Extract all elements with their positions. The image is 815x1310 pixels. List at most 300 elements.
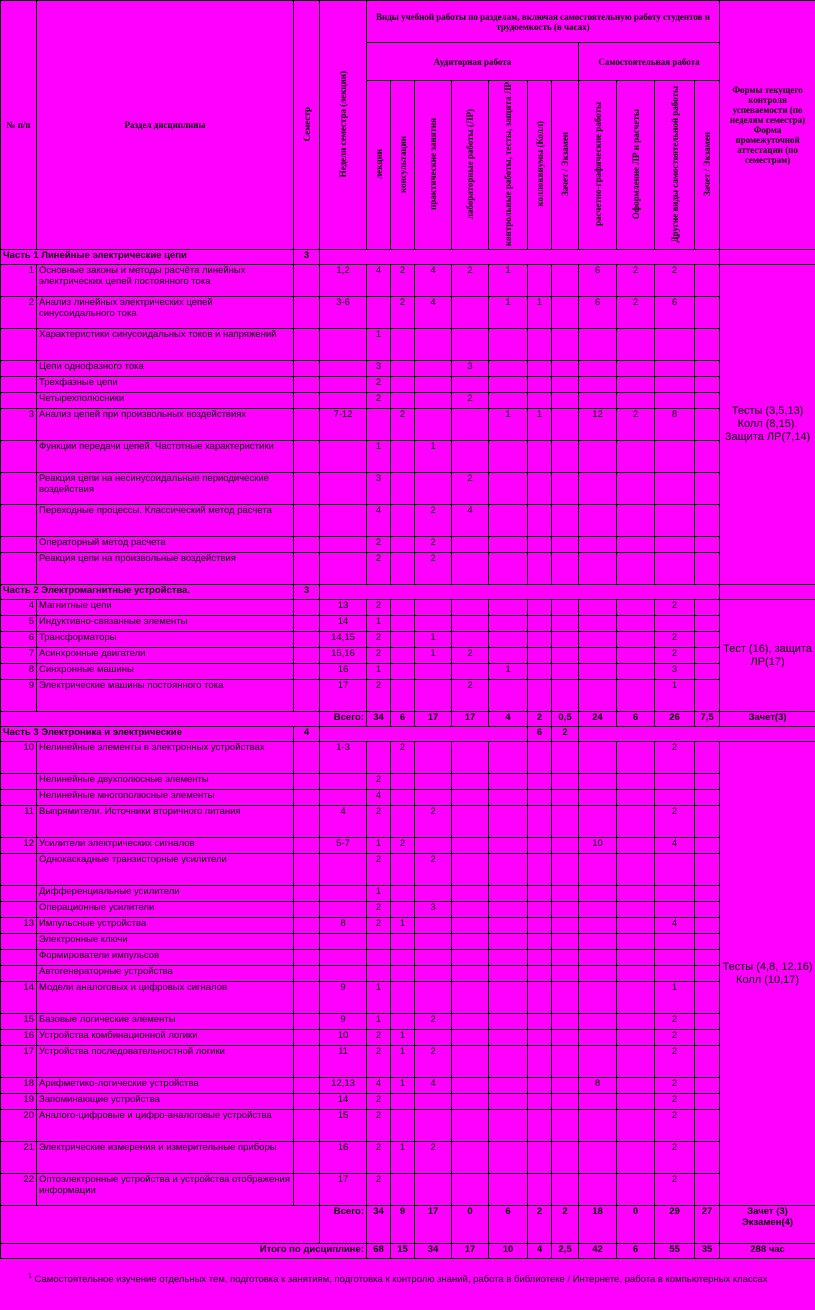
row-number — [1, 377, 37, 393]
cell-value — [617, 648, 655, 664]
section-name: Асинхронные двигатели — [37, 648, 294, 664]
cell-empty — [294, 537, 320, 553]
section-name: Основные законы и методы расчёта линейных электрических цепей постоянного тока — [37, 265, 294, 297]
table-row — [1, 505, 815, 537]
cell-value — [391, 806, 415, 838]
section-name: Импульсные устройства — [37, 918, 294, 934]
row-weeks — [320, 377, 367, 393]
cell-value — [579, 934, 617, 950]
section-name: Нелинейные двухполюсные элементы — [37, 774, 294, 790]
cell-value — [367, 950, 391, 966]
cell-value: 2 — [391, 742, 415, 774]
row-number: 8 — [1, 664, 37, 680]
cell-value — [528, 361, 552, 377]
total-form: 288 час — [720, 1244, 815, 1259]
cell-value — [695, 1014, 720, 1030]
cell-value: 2 — [452, 648, 489, 664]
section-name: Индуктивно-связанные элементы — [37, 616, 294, 632]
cell-value — [489, 680, 528, 712]
table-row — [1, 409, 815, 441]
header-col-1: консультации — [391, 81, 415, 250]
total-value: 10 — [489, 1244, 528, 1259]
cell-value — [391, 680, 415, 712]
row-weeks — [320, 774, 367, 790]
row-weeks: 16 — [320, 664, 367, 680]
row-number: 11 — [1, 806, 37, 838]
cell-value — [617, 616, 655, 632]
cell-value: 2 — [452, 265, 489, 297]
cell-value: 2 — [655, 648, 695, 664]
cell-value — [489, 1094, 528, 1110]
cell-value — [489, 1142, 528, 1174]
cell-value — [579, 1094, 617, 1110]
total-value: 17 — [452, 712, 489, 727]
cell-value — [415, 409, 452, 441]
cell-value — [552, 441, 579, 473]
cell-value — [617, 790, 655, 806]
cell-empty — [294, 886, 320, 902]
cell-value: 1 — [489, 409, 528, 441]
cell-value — [415, 934, 452, 950]
cell-value — [617, 950, 655, 966]
cell-value — [552, 537, 579, 553]
cell-value — [695, 377, 720, 393]
row-number: 7 — [1, 648, 37, 664]
cell-value — [415, 742, 452, 774]
cell-value: 2 — [655, 1014, 695, 1030]
cell-value — [489, 361, 528, 377]
row-weeks — [320, 441, 367, 473]
row-weeks: 16 — [320, 1142, 367, 1174]
header-col-6: Зачет / Экзамен — [552, 81, 579, 250]
section-name: Запоминающие устройства — [37, 1094, 294, 1110]
total-value: 2,5 — [552, 1244, 579, 1259]
cell-value — [617, 1030, 655, 1046]
cell-value: 2 — [367, 806, 391, 838]
table-row — [1, 393, 815, 409]
cell-value — [415, 600, 452, 616]
row-weeks: 4 — [320, 806, 367, 838]
row-weeks: 12,13 — [320, 1078, 367, 1094]
cell-value — [617, 1078, 655, 1094]
cell-value — [391, 473, 415, 505]
cell-empty — [294, 774, 320, 790]
cell-value — [552, 297, 579, 329]
cell-value — [391, 774, 415, 790]
cell-value — [655, 966, 695, 982]
cell-value — [489, 505, 528, 537]
cell-value: 1 — [367, 441, 391, 473]
section-name: Электронные ключи — [37, 934, 294, 950]
cell-value: 1 — [415, 441, 452, 473]
cell-value — [415, 664, 452, 680]
cell-empty — [294, 664, 320, 680]
cell-value: 6 — [528, 727, 552, 742]
total-value: 42 — [579, 1244, 617, 1259]
total-value: 0,5 — [552, 712, 579, 727]
cell-value — [579, 361, 617, 377]
cell-value: 2 — [655, 1110, 695, 1142]
section-name: Четырехполюсники — [37, 393, 294, 409]
table-row — [1, 297, 815, 329]
cell-value — [617, 393, 655, 409]
cell-value — [552, 632, 579, 648]
cell-value — [452, 1030, 489, 1046]
cell-empty — [294, 441, 320, 473]
cell-value — [695, 902, 720, 918]
header-col-7: расчетно-графические работы — [579, 81, 617, 250]
cell-value — [452, 409, 489, 441]
row-weeks: 10 — [320, 1030, 367, 1046]
section-name: Анализ линейных электрических цепей синусоидального тока — [37, 297, 294, 329]
total-value: 6 — [489, 1206, 528, 1244]
cell-value — [489, 1046, 528, 1078]
cell-empty — [294, 377, 320, 393]
total-value: 15 — [391, 1244, 415, 1259]
cell-empty — [294, 265, 320, 297]
row-number — [1, 361, 37, 377]
cell-value — [617, 441, 655, 473]
cell-value — [415, 377, 452, 393]
row-weeks — [320, 966, 367, 982]
cell-value — [579, 377, 617, 393]
cell-value: 1 — [391, 1046, 415, 1078]
cell-value — [579, 537, 617, 553]
cell-value: 2 — [415, 537, 452, 553]
cell-value — [528, 1078, 552, 1094]
cell-empty — [294, 409, 320, 441]
cell-value — [617, 806, 655, 838]
cell-value — [528, 854, 552, 886]
cell-value — [655, 505, 695, 537]
cell-value — [552, 377, 579, 393]
cell-value — [552, 1046, 579, 1078]
section-name: Трехфазные цепи — [37, 377, 294, 393]
row-number: 18 — [1, 1078, 37, 1094]
cell-value — [415, 1174, 452, 1206]
cell-value — [391, 1094, 415, 1110]
cell-value — [452, 886, 489, 902]
cell-value: 2 — [415, 806, 452, 838]
cell-value — [695, 600, 720, 616]
cell-value — [528, 1030, 552, 1046]
footnote — [0, 1270, 815, 1287]
cell-value — [695, 950, 720, 966]
cell-value — [391, 632, 415, 648]
cell-value: 2 — [415, 854, 452, 886]
cell-value: 2 — [391, 297, 415, 329]
cell-value — [617, 1046, 655, 1078]
total-value: 0 — [617, 1206, 655, 1244]
total-value: 17 — [452, 1244, 489, 1259]
cell-value: 2 — [655, 1142, 695, 1174]
table-row — [1, 1174, 815, 1206]
header-col-5: коллоквиумы (Колл) — [528, 81, 552, 250]
cell-value — [528, 1110, 552, 1142]
section-name: Электрические машины постоянного тока — [37, 680, 294, 712]
row-weeks: 13 — [320, 600, 367, 616]
cell-empty — [294, 553, 320, 585]
cell-value: 1 — [367, 982, 391, 1014]
cell-value — [617, 537, 655, 553]
cell-value — [391, 950, 415, 966]
cell-value — [552, 680, 579, 712]
total-value: 35 — [695, 1244, 720, 1259]
cell-value — [415, 966, 452, 982]
section-name: Выпрямители. Источники вторичного питания — [37, 806, 294, 838]
cell-value — [391, 790, 415, 806]
row-weeks — [320, 950, 367, 966]
cell-value: 2 — [452, 393, 489, 409]
row-number — [1, 774, 37, 790]
cell-value — [528, 1174, 552, 1206]
cell-value: 2 — [367, 1030, 391, 1046]
cell-value: 8 — [655, 409, 695, 441]
cell-value — [579, 1046, 617, 1078]
cell-value — [452, 616, 489, 632]
total-value: 6 — [391, 712, 415, 727]
cell-value — [452, 838, 489, 854]
cell-value: 2 — [452, 473, 489, 505]
cell-value — [528, 742, 552, 774]
cell-value — [528, 329, 552, 361]
cell-empty — [294, 806, 320, 838]
cell-value — [695, 441, 720, 473]
cell-value — [617, 742, 655, 774]
cell-value — [695, 1078, 720, 1094]
cell-value — [552, 393, 579, 409]
cell-value: 1 — [367, 1014, 391, 1030]
cell-value — [391, 393, 415, 409]
cell-value — [695, 918, 720, 934]
cell-value: 2 — [367, 902, 391, 918]
cell-value — [489, 441, 528, 473]
part-title: Часть 1 Линейные электрические цепи — [1, 250, 294, 265]
table-row — [1, 632, 815, 648]
cell-value — [617, 680, 655, 712]
header-col-0: лекции — [367, 81, 391, 250]
cell-value: 2 — [452, 680, 489, 712]
cell-value — [655, 854, 695, 886]
section-name: Реакция цепи на несинусоидальные периодические воздействия — [37, 473, 294, 505]
cell-value — [552, 409, 579, 441]
table-row — [1, 616, 815, 632]
cell-value — [695, 1142, 720, 1174]
cell-value: 2 — [415, 1014, 452, 1030]
cell-value: 2 — [655, 265, 695, 297]
cell-value: 1 — [391, 1030, 415, 1046]
cell-value — [552, 648, 579, 664]
cell-value — [552, 329, 579, 361]
cell-value — [489, 616, 528, 632]
cell-value — [617, 934, 655, 950]
row-weeks — [320, 934, 367, 950]
cell-value: 4 — [415, 1078, 452, 1094]
row-number: 10 — [1, 742, 37, 774]
cell-value — [617, 329, 655, 361]
cell-value — [528, 1094, 552, 1110]
cell-value: 2 — [617, 297, 655, 329]
cell-value: 1 — [391, 918, 415, 934]
row-number — [1, 537, 37, 553]
cell-value — [579, 854, 617, 886]
cell-value — [452, 966, 489, 982]
table-row-total2 — [1, 1206, 815, 1244]
table-row — [1, 886, 815, 902]
cell-value — [552, 838, 579, 854]
cell-value — [552, 1110, 579, 1142]
cell-value — [415, 1094, 452, 1110]
cell-value — [552, 361, 579, 377]
table-row-total — [1, 712, 815, 727]
cell-value — [528, 393, 552, 409]
cell-value — [391, 664, 415, 680]
cell-value: 4 — [415, 297, 452, 329]
cell-value: 1 — [367, 616, 391, 632]
total-value: 34 — [367, 1206, 391, 1244]
row-weeks — [320, 361, 367, 377]
row-weeks: 1-3 — [320, 742, 367, 774]
row-weeks: 7-12 — [320, 409, 367, 441]
cell-value — [528, 648, 552, 664]
row-number: 12 — [1, 838, 37, 854]
part-title: Часть 2 Электромагнитные устройства. — [1, 585, 294, 600]
cell-value — [695, 537, 720, 553]
row-weeks — [320, 473, 367, 505]
cell-value — [489, 742, 528, 774]
cell-value — [579, 632, 617, 648]
cell-empty — [294, 393, 320, 409]
cell-value — [452, 1014, 489, 1030]
cell-value: 2 — [367, 1094, 391, 1110]
cell-value: 2 — [617, 409, 655, 441]
cell-value — [452, 441, 489, 473]
cell-value — [552, 918, 579, 934]
row-number — [1, 393, 37, 409]
cell-value: 2 — [367, 632, 391, 648]
cell-value — [452, 1094, 489, 1110]
table-row — [1, 1014, 815, 1030]
cell-value — [695, 664, 720, 680]
cell-value: 4 — [452, 505, 489, 537]
cell-value: 3 — [367, 473, 391, 505]
cell-value: 1 — [367, 329, 391, 361]
cell-value — [655, 473, 695, 505]
cell-value — [415, 886, 452, 902]
cell-value — [391, 934, 415, 950]
total-label: Всего: — [320, 1206, 367, 1244]
section-name: Характеристики синусоидальных токов и напряжений — [37, 329, 294, 361]
table-row-part3 — [1, 727, 815, 742]
cell-value — [552, 1078, 579, 1094]
cell-value — [528, 886, 552, 902]
cell-value — [579, 806, 617, 838]
cell-value — [489, 982, 528, 1014]
section-name: Нелинейные элементы в электронных устройствах — [37, 742, 294, 774]
cell-value — [695, 886, 720, 902]
cell-value — [579, 441, 617, 473]
cell-value — [391, 854, 415, 886]
cell-empty — [294, 790, 320, 806]
cell-value — [655, 553, 695, 585]
cell-value — [695, 632, 720, 648]
table-row — [1, 790, 815, 806]
total-value: 0 — [452, 1206, 489, 1244]
header-col-8: Оформление ЛР и расчеты — [617, 81, 655, 250]
total-value: 9 — [391, 1206, 415, 1244]
cell-value — [655, 886, 695, 902]
cell-value — [579, 982, 617, 1014]
row-number: 1 — [1, 265, 37, 297]
cell-value — [415, 616, 452, 632]
cell-value — [452, 1142, 489, 1174]
cell-value — [617, 982, 655, 1014]
row-number: 16 — [1, 1030, 37, 1046]
total-value: 18 — [579, 1206, 617, 1244]
cell-value: 2 — [655, 742, 695, 774]
cell-value — [489, 393, 528, 409]
cell-value — [452, 553, 489, 585]
total-value: 34 — [367, 712, 391, 727]
cell-value — [528, 934, 552, 950]
cell-value — [695, 553, 720, 585]
cell-value — [452, 902, 489, 918]
cell-value — [552, 806, 579, 838]
cell-value — [579, 505, 617, 537]
cell-value: 2 — [655, 1046, 695, 1078]
cell-value — [415, 680, 452, 712]
part-title: Часть 3 Электроника и электрические — [1, 727, 294, 742]
cell-value: 4 — [367, 265, 391, 297]
cell-value — [528, 473, 552, 505]
cell-value — [391, 537, 415, 553]
cell-value — [367, 966, 391, 982]
cell-value — [489, 854, 528, 886]
header-forms: Формы текущего контроля успеваемости (по неделям семестра) Форма промежуточной аттестации (по семестрам) — [720, 1, 815, 250]
row-number: 21 — [1, 1142, 37, 1174]
cell-value: 2 — [367, 1142, 391, 1174]
section-name: Операторный метод расчета — [37, 537, 294, 553]
cell-value — [695, 648, 720, 664]
cell-value — [695, 297, 720, 329]
total-value: 27 — [695, 1206, 720, 1244]
cell-value — [695, 1110, 720, 1142]
cell-value — [452, 1174, 489, 1206]
row-weeks — [320, 854, 367, 886]
cell-value — [552, 982, 579, 1014]
cell-value: 1 — [367, 886, 391, 902]
cell-value — [695, 966, 720, 982]
cell-empty — [294, 648, 320, 664]
table-row — [1, 966, 815, 982]
cell-value — [489, 537, 528, 553]
cell-value: 1 — [655, 680, 695, 712]
cell-value — [367, 934, 391, 950]
cell-value — [528, 1014, 552, 1030]
table-row — [1, 537, 815, 553]
cell-value — [579, 886, 617, 902]
cell-value — [617, 600, 655, 616]
cell-value: 2 — [415, 505, 452, 537]
row-weeks: 17 — [320, 680, 367, 712]
cell-value — [415, 393, 452, 409]
cell-value — [391, 1174, 415, 1206]
cell-value: 3 — [655, 664, 695, 680]
table-row — [1, 934, 815, 950]
cell-value — [617, 664, 655, 680]
section-name: Переходные процессы. Классический метод расчета — [37, 505, 294, 537]
cell-empty — [294, 473, 320, 505]
